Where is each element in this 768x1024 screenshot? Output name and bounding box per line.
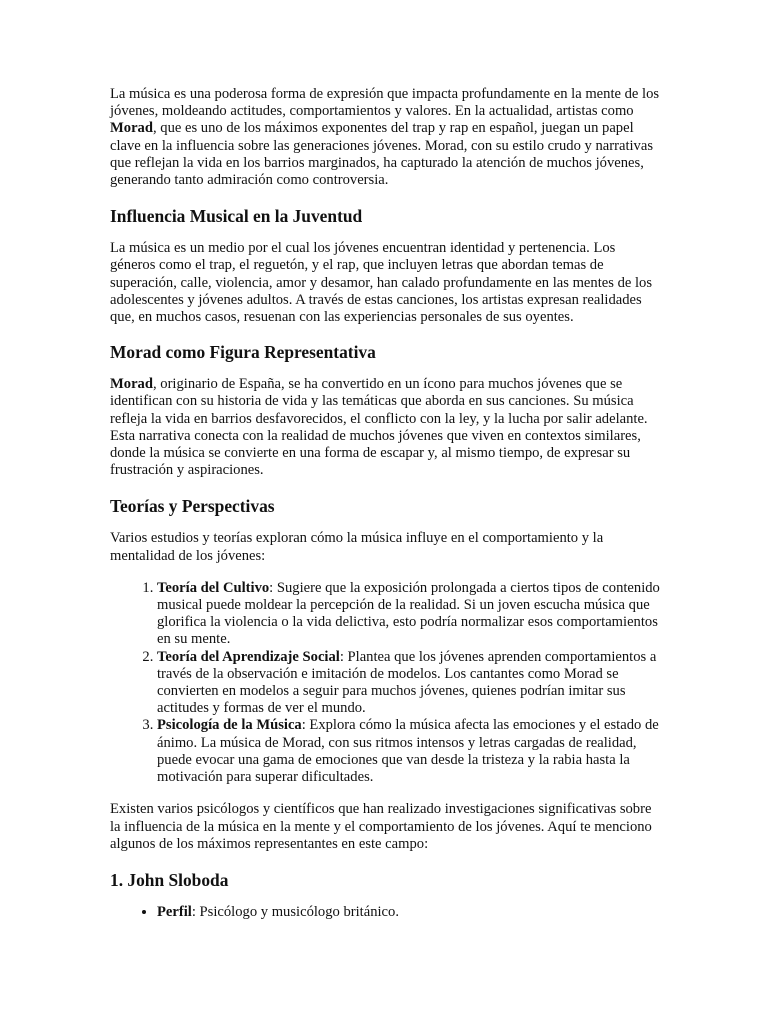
theory-description: : Sugiere que la exposición prolongada a ciertos tipos de contenido musical puede moldear la percepción de la realidad. Si un joven escucha música que glorifica la violencia o la vida delictiva, esto podría normalizar esos comportamientos en su mente. (157, 579, 660, 648)
intro-text-start: La música es una poderosa forma de expresión que impacta profundamente en la mente de los jóvenes, moldeando actitudes, comportamientos y valores. En la actualidad, artistas como (110, 86, 660, 120)
theory-list-item (157, 649, 662, 718)
heading-teorias: Teorías y Perspectivas (110, 496, 275, 517)
heading-morad-figura: Morad como Figura Representativa (110, 342, 376, 363)
theory-term: Teoría del Aprendizaje Social (157, 648, 340, 665)
theory-description: : Plantea que los jóvenes aprenden comportamientos a través de la observación e imitación de modelos. Los cantantes como Morad se convierten en modelos a seguir para muchos jóvenes, quienes podrían imitar sus actitudes y formas de ver el mundo. (157, 648, 657, 717)
bullet-term: Perfil (157, 903, 192, 920)
teorias-paragraph: Varios estudios y teorías exploran cómo la música influye en el comportamiento y la mentalidad de los jóvenes: (110, 530, 604, 564)
bullet-list-item (157, 904, 662, 921)
heading-influencia-musical: Influencia Musical en la Juventud (110, 206, 363, 227)
morad-text: , originario de España, se ha convertido en un ícono para muchos jóvenes que se identifican con su historia de vida y las temáticas que aborda en sus canciones. Su música refleja la vida en barrios desfavorecidos, el conflicto con la ley, y la lucha por salir adelante. Esta narrativa conecta con la realidad de muchos jóvenes que viven en contextos similares, donde la música se convierte en una forma de escapar y, al mismo tiempo, de expresar su frustración y aspiraciones. (110, 376, 648, 479)
theory-list-item (157, 580, 662, 649)
intro-paragraph (110, 86, 662, 189)
document-page (110, 86, 662, 921)
intro-text-end: , que es uno de los máximos exponentes del trap y rap en español, juegan un papel clave en la influencia sobre las generaciones jóvenes. Morad, con su estilo crudo y narrativas que reflejan la vida en los barrios marginados, ha capturado la atención de muchos jóvenes, generando tanto admiración como controversia. (110, 120, 654, 189)
heading-john-sloboda: 1. John Sloboda (110, 869, 229, 890)
theory-term: Psicología de la Música (157, 717, 302, 734)
theory-description: : Explora cómo la música afecta las emociones y el estado de ánimo. La música de Morad, con sus ritmos intensos y letras cargadas de realidad, puede evocar una gama de emociones que van desde la tristeza y la rabia hasta la motivación para superar dificultades. (157, 717, 659, 786)
researchers-intro-paragraph: Existen varios psicólogos y científicos que han realizado investigaciones significativas sobre la influencia de la música en la mente y el comportamiento de los jóvenes. Aquí te menciono algunos de los máximos representantes en este campo: (110, 801, 652, 852)
sloboda-bullet-list (110, 904, 662, 921)
influencia-paragraph: La música es un medio por el cual los jóvenes encuentran identidad y pertenencia. Los géneros como el trap, el reguetón, y el rap, que incluyen letras que abordan temas de superación, calle, violencia, amor y desamor, han calado profundamente en las mentes de los adolescentes y jóvenes adultos. A través de estas canciones, los artistas expresan realidades que, en muchos casos, resuenan con las experiencias personales de sus oyentes. (110, 240, 653, 326)
bullet-description: : Psicólogo y musicólogo británico. (191, 903, 399, 920)
morad-bold-name: Morad (110, 376, 153, 393)
theory-list-item (157, 717, 662, 786)
theory-term: Teoría del Cultivo (157, 579, 270, 596)
intro-bold-name: Morad (110, 120, 153, 137)
morad-paragraph (110, 376, 662, 479)
theories-list (110, 580, 662, 786)
